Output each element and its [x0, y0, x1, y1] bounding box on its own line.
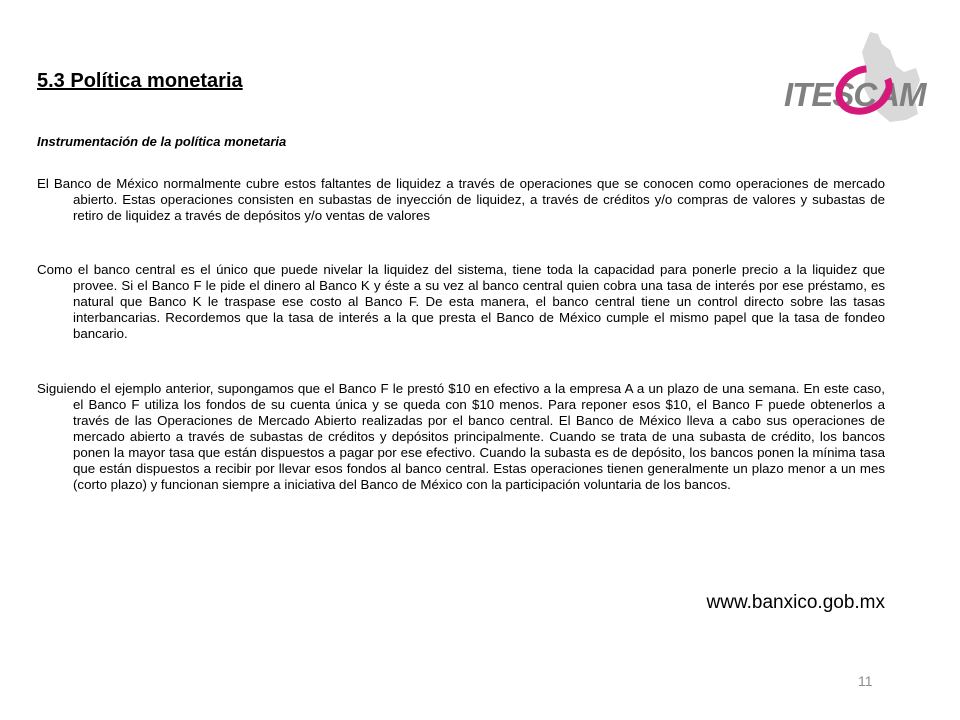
paragraph: Siguiendo el ejemplo anterior, supongamos que el Banco F le prestó $10 en efectivo a la empresa A a un plazo de una semana. En este caso, el Banco F utiliza los fondos de su cuenta única y se queda con $10 menos. Para reponer esos $10, el Banco F puede obtenerlos a través de las Operaciones de Mercado Abierto realizadas por el banco central. El Banco de México lleva a cabo sus operaciones de mercado abierto a través de subastas de créditos y depósitos principalmente. Cuando se trata de una subasta de crédito, los bancos ponen la mayor tasa que están dispuestos a pagar por ese efectivo. Cuando la subasta es de depósito, los bancos ponen la mínima tasa que están dispuestos a recibir por llevar esos fondos al banco central. Estas operaciones tienen generalmente un plazo menor a un mes (corto plazo) y funcionan siempre a iniciativa del Banco de México con la participación voluntaria de los bancos.	[37, 381, 885, 492]
paragraph: El Banco de México normalmente cubre estos faltantes de liquidez a través de operaciones que se conocen como operaciones de mercado abierto. Estas operaciones consisten en subastas de inyección de liquidez, a través de créditos y/o compras de valores y subastas de retiro de liquidez a través de depósitos y/o ventas de valores	[37, 176, 885, 223]
svg-text:ITESCAM: ITESCAM	[784, 76, 926, 113]
paragraph: Como el banco central es el único que puede nivelar la liquidez del sistema, tiene toda la capacidad para ponerle precio a la liquidez que provee. Si el Banco F le pide el dinero al Banco K y éste a su vez al banco central quien cobra una tasa de interés por ese préstamo, es natural que Banco K le traspase ese costo al Banco F. De esta manera, el banco central tiene un control directo sobre las tasas interbancarias. Recordemos que la tasa de interés a la que presta el Banco de México cumple el mismo papel que la tasa de fondeo bancario.	[37, 262, 885, 341]
section-subtitle: Instrumentación de la política monetaria	[37, 134, 287, 149]
page-number: 11	[858, 673, 873, 689]
source-url: www.banxico.gob.mx	[706, 592, 885, 613]
itescam-logo	[778, 28, 928, 138]
slide-title: 5.3 Política monetaria	[37, 70, 243, 92]
